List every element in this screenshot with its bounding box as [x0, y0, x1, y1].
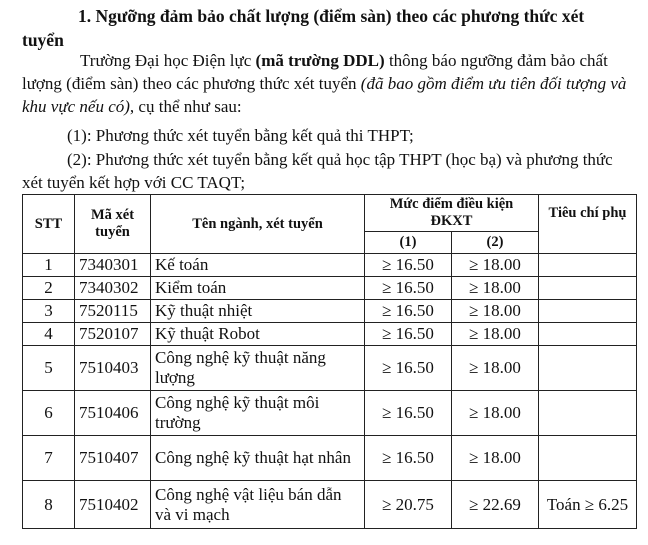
cell-code: 7340302: [75, 277, 151, 300]
header-score-2: (2): [452, 232, 539, 254]
table-row: [23, 436, 637, 481]
cell-program-name: Kỹ thuật nhiệt: [151, 300, 365, 323]
table-header-row: [23, 195, 637, 232]
cell-score-1: ≥ 16.50: [365, 277, 452, 300]
cell-score-1: ≥ 16.50: [365, 436, 452, 481]
admission-threshold-table: [22, 194, 637, 529]
cell-extra-criteria: [539, 277, 637, 300]
section-heading-line2: tuyển: [22, 30, 64, 50]
intro-note: (đã bao gồm điểm ưu tiên đối tượng và khu vực nếu có): [22, 74, 627, 116]
method-1-line: (1): Phương thức xét tuyển bằng kết quả thi THPT;: [67, 126, 414, 145]
header-score-1: (1): [365, 232, 452, 254]
header-name: Tên ngành, xét tuyển: [151, 195, 365, 254]
cell-code: 7340301: [75, 254, 151, 277]
cell-program-name: Công nghệ kỹ thuật năng lượng: [151, 346, 365, 391]
cell-extra-criteria: [539, 436, 637, 481]
cell-score-2: ≥ 22.69: [452, 481, 539, 529]
cell-score-1: ≥ 20.75: [365, 481, 452, 529]
cell-extra-criteria: [539, 391, 637, 436]
cell-code: 7510406: [75, 391, 151, 436]
cell-score-1: ≥ 16.50: [365, 391, 452, 436]
intro-text-e: , cụ thể như sau:: [129, 97, 242, 116]
cell-score-1: ≥ 16.50: [365, 346, 452, 391]
cell-extra-criteria: Toán ≥ 6.25: [539, 481, 637, 529]
section-heading: [22, 4, 634, 52]
cell-program-name: Công nghệ vật liệu bán dẫn và vi mạch: [151, 481, 365, 529]
cell-stt: 3: [23, 300, 75, 323]
cell-code: 7510403: [75, 346, 151, 391]
cell-extra-criteria: [539, 346, 637, 391]
cell-score-2: ≥ 18.00: [452, 346, 539, 391]
cell-program-name: Công nghệ kỹ thuật môi trường: [151, 391, 365, 436]
header-score-group: Mức điểm điều kiện ĐKXT: [365, 195, 539, 232]
cell-score-2: ≥ 18.00: [452, 300, 539, 323]
method-2-line: (2): Phương thức xét tuyển bằng kết quả học tập THPT (học bạ) và phương thức xét tuyển kết hợp với CC TAQT;: [22, 150, 613, 192]
table-row: [23, 391, 637, 436]
cell-stt: 4: [23, 323, 75, 346]
cell-score-2: ≥ 18.00: [452, 277, 539, 300]
table-row: [23, 277, 637, 300]
cell-code: 7520107: [75, 323, 151, 346]
intro-text-c: thông báo ngưỡng đảm bảo chất lượng (điểm sàn) theo các phương thức xét tuyển: [22, 51, 608, 93]
cell-program-name: Kỹ thuật Robot: [151, 323, 365, 346]
cell-stt: 2: [23, 277, 75, 300]
method-2-paragraph: [22, 148, 637, 194]
cell-extra-criteria: [539, 323, 637, 346]
table-row: [23, 254, 637, 277]
table-row: [23, 323, 637, 346]
cell-score-1: ≥ 16.50: [365, 323, 452, 346]
intro-school-code: (mã trường DDL): [255, 51, 385, 70]
cell-stt: 5: [23, 346, 75, 391]
cell-score-1: ≥ 16.50: [365, 300, 452, 323]
section-heading-line1: 1. Ngưỡng đảm bảo chất lượng (điểm sàn) theo các phương thức xét: [78, 6, 585, 26]
cell-stt: 1: [23, 254, 75, 277]
cell-code: 7520115: [75, 300, 151, 323]
cell-program-name: Kế toán: [151, 254, 365, 277]
table-row: [23, 346, 637, 391]
cell-extra-criteria: [539, 300, 637, 323]
cell-stt: 7: [23, 436, 75, 481]
cell-score-2: ≥ 18.00: [452, 391, 539, 436]
cell-extra-criteria: [539, 254, 637, 277]
table-row: [23, 300, 637, 323]
cell-stt: 6: [23, 391, 75, 436]
header-extra: Tiêu chí phụ: [539, 195, 637, 254]
header-stt: STT: [23, 195, 75, 254]
cell-score-2: ≥ 18.00: [452, 323, 539, 346]
intro-text-a: Trường Đại học Điện lực: [80, 51, 256, 70]
table-row: [23, 481, 637, 529]
cell-score-1: ≥ 16.50: [365, 254, 452, 277]
cell-code: 7510407: [75, 436, 151, 481]
cell-code: 7510402: [75, 481, 151, 529]
header-code: Mã xét tuyển: [75, 195, 151, 254]
cell-program-name: Kiểm toán: [151, 277, 365, 300]
cell-score-2: ≥ 18.00: [452, 436, 539, 481]
intro-paragraph: [22, 49, 637, 118]
cell-program-name: Công nghệ kỹ thuật hạt nhân: [151, 436, 365, 481]
cell-score-2: ≥ 18.00: [452, 254, 539, 277]
cell-stt: 8: [23, 481, 75, 529]
